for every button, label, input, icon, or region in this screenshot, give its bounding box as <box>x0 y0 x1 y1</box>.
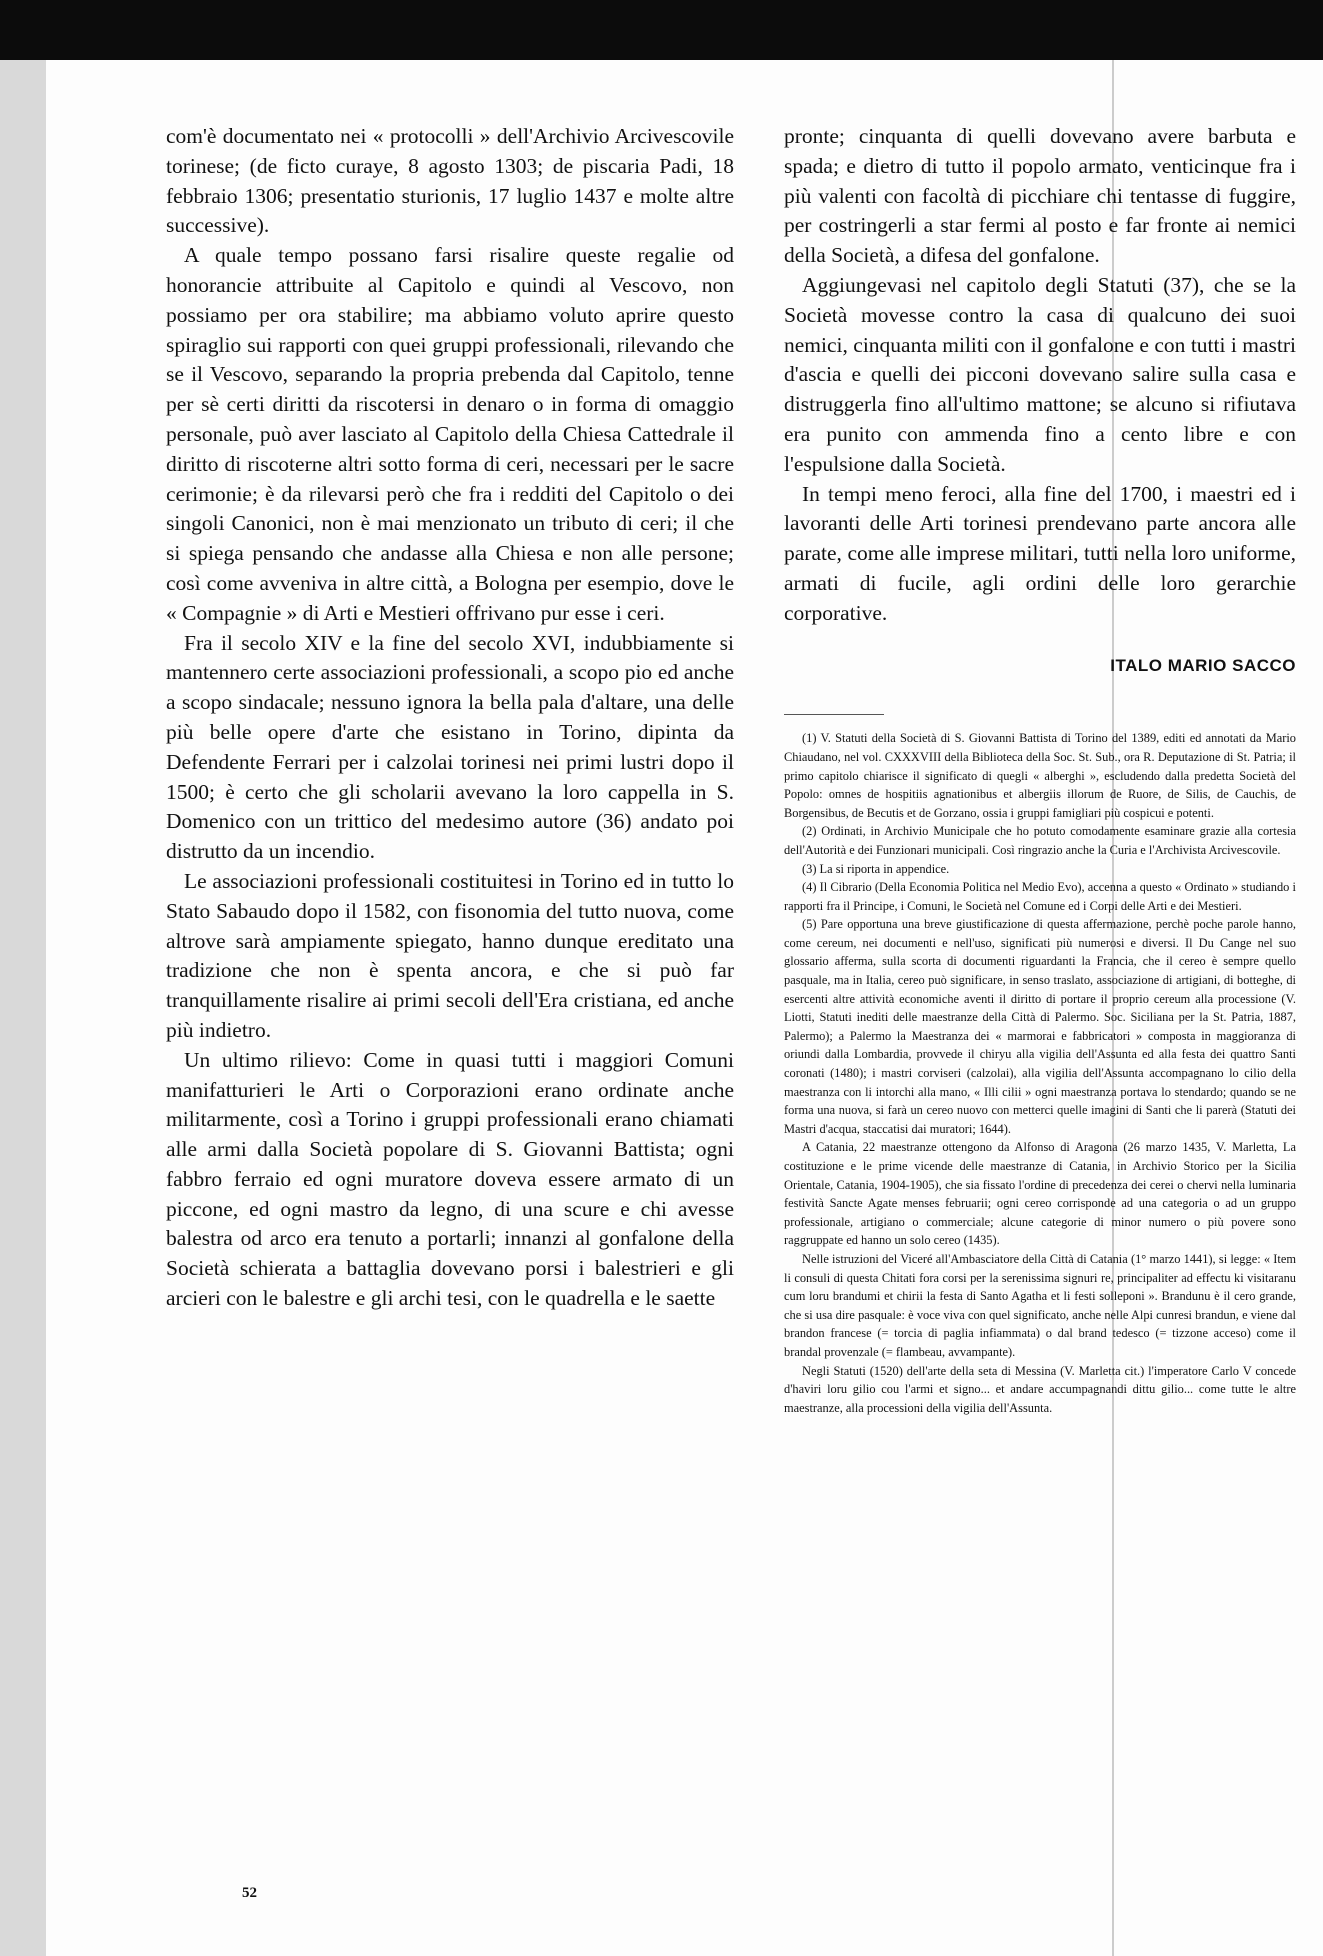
paragraph: Aggiungevasi nel capitolo degli Statuti (37), che se la Società movesse contro la casa di qualcuno dei suoi nemici, cinquanta militi con il gonfalone e con tutti i mastri d'ascia e quelli dei picconi dovevano salire sulla casa e distruggerla fino all'ultimo mattone; se alcuno si rifiutava era punito con ammenda fino a cento libre e con l'espulsione dalla Società. <box>784 272 1296 476</box>
author-signature: ITALO MARIO SACCO <box>1110 655 1296 675</box>
footnote: (1) V. Statuti della Società di S. Giovanni Battista di Torino del 1389, editi ed annotati da Mario Chiaudano, nel vol. CXXXVIII della Biblioteca della Soc. St. Sub., ora R. Deputazione di St. Patria; il primo capitolo chiarisce il significato di quegli « alberghi », escludendo dalla predetta Società del Popolo: omnes de hospitiis agnationibus et albergiis illorum de Ruore, de Silis, de Cauchis, de Borgensibus, de Becutis et de Gorzano, ossia i gruppi famigliari più cospicui e potenti. <box>784 731 1296 820</box>
paragraph: com'è documentato nei « protocolli » dell'Archivio Arcivescovile torinese; (de ficto curaye, 8 agosto 1303; de piscaria Padi, 18 febbraio 1306; presentatio sturionis, 17 luglio 1437 e molte altre successive). <box>166 124 734 238</box>
footnote: Negli Statuti (1520) dell'arte della seta di Messina (V. Marletta cit.) l'imperatore Carlo V concede d'haviri loru gilio cou l'armi et signo... et andare accumpagnandi dittu gilio... come tutte le altre maestranze, alla processioni della vigilia dell'Assunta. <box>784 1363 1296 1415</box>
paragraph: In tempi meno feroci, alla fine del 1700, i maestri ed i lavoranti delle Arti torinesi prendevano parte ancora alle parate, come alle imprese militari, tutti nella loro uniforme, armati di fucile, agli ordini delle loro gerarchie corporative. <box>784 481 1296 625</box>
footnote: (4) Il Cibrario (Della Economia Politica nel Medio Evo), accenna a questo « Ordinato » studiando i rapporti fra il Principe, i Comuni, le Società nel Comune ed i Corpi delle Arti e dei Mestieri. <box>784 880 1296 913</box>
scan-border-top <box>0 0 1323 60</box>
paragraph: Le associazioni professionali costituitesi in Torino ed in tutto lo Stato Sabaudo dopo il 1582, con fisonomia del tutto nuova, come altrove sarà ampiamente spiegato, hanno dunque ereditato una tradizione che non è spenta ancora, e che si può far tranquillamente risalire ai primi secoli dell'Era cristiana, ed anche più indietro. <box>166 868 734 1042</box>
paragraph: Un ultimo rilievo: Come in quasi tutti i maggiori Comuni manifatturieri le Arti o Corporazioni erano ordinate anche militarmente, così a Torino i gruppi professionali erano chiamati alle armi dalla Società popolare di S. Giovanni Battista; ogni fabbro ferraio ed ogni muratore doveva essere armato di un piccone, ed ogni mastro da legno, di una scure e chi avesse balestra od arco era tenuto a portarli; innanzi al gonfalone della Società schierata a battaglia dovevano porsi i balestrieri e gli arcieri con le balestre e gli archi tesi, con le quadrella e le saette <box>166 1047 734 1311</box>
footnotes <box>784 729 1296 1417</box>
footnote: (2) Ordinati, in Archivio Municipale che ho potuto comodamente esaminare grazie alla cortesia dell'Autorità e dei Funzionari municipali. Così ringrazio anche la Curia e l'Archivista Arcivescovile. <box>784 824 1296 857</box>
right-text-column <box>784 122 1296 1417</box>
footnote: (3) La si riporta in appendice. <box>802 861 950 876</box>
paragraph: A quale tempo possano farsi risalire queste regalie od honorancie attribuite al Capitolo e quindi al Vescovo, non possiamo per ora stabilire; ma abbiamo voluto aprire questo spiraglio sui rapporti con quei gruppi professionali, rilevando che se il Vescovo, separando la propria prebenda dal Capitolo, tenne per sè certi diritti da riscotersi in denaro o in forma di omaggio personale, può aver lasciato al Capitolo della Chiesa Cattedrale il diritto di riscoterne altri sotto forma di ceri, necessari per le sacre cerimonie; è da rilevarsi però che fra i redditi del Capitolo o dei singoli Canonici, non è mai menzionato un tributo di ceri; il che si spiega pensando che andasse alla Chiesa e non alle persone; così come avveniva in altre città, a Bologna per esempio, dove le « Compagnie » di Arti e Mestieri offrivano pur esse i ceri. <box>166 243 734 625</box>
footnote-divider <box>784 714 884 715</box>
scan-border-left <box>0 0 46 1956</box>
page-number: 52 <box>242 1885 257 1901</box>
footnote: A Catania, 22 maestranze ottengono da Alfonso di Aragona (26 marzo 1435, V. Marletta, La costituzione e le prime vicende delle maestranze di Catania, in Archivio Storico per la Sicilia Orientale, Catania, 1904-1905), che sia fissato l'ordine di precedenza dei cerei o chervi nella luminaria festività Sancte Agate menses februarii; ogni cereo corrisponde ad una categoria o ad un gruppo professionale, artigiano o commerciale; alcune categorie di minor numero o più povere sono raggruppate ed hanno un solo cereo (1435). <box>784 1140 1296 1248</box>
paragraph: pronte; cinquanta di quelli dovevano avere barbuta e spada; e dietro di tutto il popolo armato, venticinque fra i più valenti con facoltà di picchiare chi tentasse di fuggire, per costringerli a star fermi al posto e far fronte ai nemici della Società, a difesa del gonfalone. <box>784 124 1296 268</box>
footnote: (5) Pare opportuna una breve giustificazione di questa affermazione, perchè poche parole hanno, come cereum, nei documenti e nell'uso, significati più numerosi e diversi. Il Du Cange nel suo glossario afferma, sulla scorta di documenti riguardanti la Francia, che il cereo è sempre quello pasquale, ma in Italia, cereo può significare, in senso traslato, associazione di artigiani, di botteghe, di esercenti altre attività economiche aventi il diritto di portare il proprio cereum alla processione (V. Liotti, Statuti inediti delle maestranze della Città di Palermo. Soc. Siciliana per la St. Patria, 1887, Palermo); a Palermo la Maestranza dei « marmorai e fabbricatori » composta in maggioranza di oriundi dalla Lombardia, provvede il chiryu alla vigilia dell'Assunta ed alla festa dei quattro Santi coronati (1480); i mastri corviseri (calzolai), alla vigilia dell'Assunta accompagnano lo cilio della maestranza con li intorchi alla mano, « Illi cilii » ogni maestranza portava lo stendardo; quando se ne forma una nuova, si farà un cereo nuovo con metterci quelle imagini di Santi che li parerà (Statuti dei Mastri d'acqua, staccatisi dai muratori; 1644). <box>784 917 1296 1136</box>
footnote: Nelle istruzioni del Viceré all'Ambasciatore della Città di Catania (1° marzo 1441), si legge: « Item li consuli di questa Chitati fora corsi per la serenissima signuri re, principaliter ad effectu ki visitaranu cum loru brandumi et chirii la festa di Santo Agatha et li festi solleponi ». Brandunu è il cero grande, che si usa dire pasquale: è voce viva con quel significato, anche nelle Alpi cunresi brandun, e viene dal brandon francese (= torcia di paglia infiammata) o dal brand tedesco (= tizzone acceso) come il brandal provenzale (= flambeau, avvampante). <box>784 1251 1296 1359</box>
paragraph: Fra il secolo XIV e la fine del secolo XVI, indubbiamente si mantennero certe associazioni professionali, a scopo pio ed anche a scopo sindacale; nessuno ignora la bella pala d'altare, una delle più belle opere d'arte che esistano in Torino, dipinta da Defendente Ferrari per i calzolai torinesi nei primi lustri dopo il 1500; è certo che gli scholarii avevano la loro cappella in S. Domenico con un trittico del medesimo autore (36) andato poi distrutto da un incendio. <box>166 630 734 864</box>
left-text-column <box>166 122 734 1314</box>
